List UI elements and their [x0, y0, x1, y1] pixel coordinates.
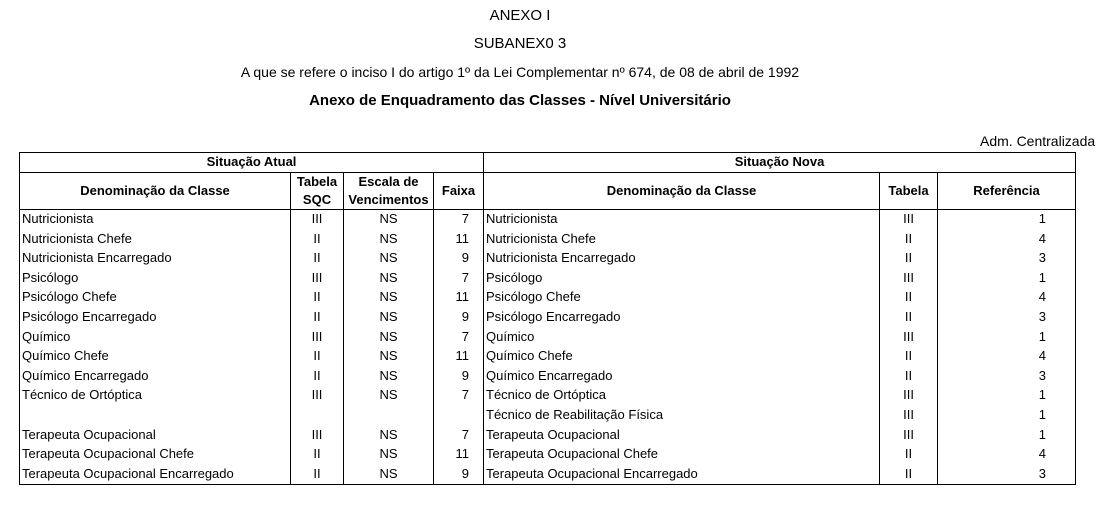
cell-referencia: 1	[938, 268, 1076, 288]
cell-classe: Psicólogo Chefe	[20, 288, 291, 308]
cell-escala: NS	[344, 308, 434, 328]
cell-tabela-sqc: II	[291, 249, 344, 269]
cell-referencia: 1	[938, 386, 1076, 406]
cell-referencia: 3	[938, 366, 1076, 386]
cell-faixa: 11	[434, 229, 484, 249]
table-row	[20, 386, 1076, 406]
cell-tabela-sqc: II	[291, 445, 344, 465]
cell-classe-nova: Técnico de Ortóptica	[484, 386, 880, 406]
col-header-referencia: Referência	[938, 172, 1076, 209]
cell-tabela-sqc: II	[291, 366, 344, 386]
subannex-title: SUBANEX0 3	[473, 35, 567, 52]
cell-classe-nova: Técnico de Reabilitação Física	[484, 406, 880, 426]
table-heading: Anexo de Enquadramento das Classes - Nível Universitário	[309, 92, 731, 109]
cell-escala: NS	[344, 249, 434, 269]
table-row	[20, 445, 1076, 465]
cell-tabela-sqc: II	[291, 288, 344, 308]
cell-tabela: II	[880, 366, 938, 386]
cell-faixa: 7	[434, 209, 484, 229]
cell-escala: NS	[344, 347, 434, 367]
cell-faixa: 9	[434, 366, 484, 386]
cell-faixa: 9	[434, 249, 484, 269]
cell-tabela-sqc	[291, 406, 344, 426]
cell-faixa: 7	[434, 425, 484, 445]
cell-classe: Psicólogo Encarregado	[20, 308, 291, 328]
table-row	[20, 464, 1076, 484]
cell-tabela: II	[880, 445, 938, 465]
cell-escala: NS	[344, 386, 434, 406]
cell-faixa: 7	[434, 386, 484, 406]
annex-title: ANEXO I	[489, 7, 551, 24]
table-row	[20, 229, 1076, 249]
cell-referencia: 1	[938, 327, 1076, 347]
cell-classe: Nutricionista Encarregado	[20, 249, 291, 269]
cell-classe: Químico	[20, 327, 291, 347]
col-header-tabela: Tabela	[880, 172, 938, 209]
cell-escala: NS	[344, 288, 434, 308]
classes-table	[19, 152, 1076, 485]
cell-tabela-sqc: III	[291, 425, 344, 445]
col-header-denominacao: Denominação da Classe	[20, 172, 291, 209]
cell-escala: NS	[344, 209, 434, 229]
cell-tabela: III	[880, 406, 938, 426]
cell-faixa: 11	[434, 445, 484, 465]
cell-escala: NS	[344, 268, 434, 288]
cell-classe-nova: Psicólogo	[484, 268, 880, 288]
cell-tabela: II	[880, 249, 938, 269]
cell-escala: NS	[344, 229, 434, 249]
group-header-atual: Situação Atual	[20, 153, 484, 173]
table-row	[20, 288, 1076, 308]
cell-tabela: II	[880, 464, 938, 484]
cell-escala: NS	[344, 366, 434, 386]
cell-referencia: 1	[938, 209, 1076, 229]
table-row	[20, 347, 1076, 367]
cell-referencia: 3	[938, 308, 1076, 328]
cell-referencia: 4	[938, 347, 1076, 367]
col-header-escala-line2: Vencimentos	[348, 191, 429, 207]
col-header-tabela-sqc	[291, 172, 344, 209]
cell-faixa: 7	[434, 268, 484, 288]
table-row	[20, 366, 1076, 386]
group-header-nova: Situação Nova	[484, 153, 1076, 173]
table-row	[20, 268, 1076, 288]
col-header-tabela-sqc-line1: Tabela	[296, 173, 338, 189]
cell-tabela-sqc: III	[291, 327, 344, 347]
cell-faixa: 11	[434, 288, 484, 308]
cell-tabela: III	[880, 327, 938, 347]
cell-classe-nova: Terapeuta Ocupacional Chefe	[484, 445, 880, 465]
cell-classe-nova: Psicólogo Encarregado	[484, 308, 880, 328]
cell-tabela: III	[880, 268, 938, 288]
cell-classe-nova: Terapeuta Ocupacional	[484, 425, 880, 445]
cell-tabela-sqc: III	[291, 209, 344, 229]
col-header-tabela-sqc-line2: SQC	[302, 191, 332, 207]
cell-tabela: II	[880, 347, 938, 367]
cell-classe-nova: Terapeuta Ocupacional Encarregado	[484, 464, 880, 484]
table-row	[20, 249, 1076, 269]
cell-referencia: 3	[938, 249, 1076, 269]
cell-classe: Técnico de Ortóptica	[20, 386, 291, 406]
col-header-denominacao-nova: Denominação da Classe	[484, 172, 880, 209]
table-row	[20, 308, 1076, 328]
cell-faixa: 9	[434, 464, 484, 484]
cell-escala: NS	[344, 464, 434, 484]
cell-tabela: III	[880, 209, 938, 229]
table-row	[20, 425, 1076, 445]
cell-classe-nova: Nutricionista Encarregado	[484, 249, 880, 269]
cell-classe-nova: Psicólogo Chefe	[484, 288, 880, 308]
cell-classe-nova: Nutricionista Chefe	[484, 229, 880, 249]
cell-faixa	[434, 406, 484, 426]
cell-tabela: II	[880, 229, 938, 249]
cell-tabela: III	[880, 386, 938, 406]
cell-referencia: 4	[938, 229, 1076, 249]
cell-referencia: 1	[938, 425, 1076, 445]
col-header-escala	[344, 172, 434, 209]
cell-escala: NS	[344, 327, 434, 347]
cell-classe-nova: Químico	[484, 327, 880, 347]
col-header-faixa: Faixa	[434, 172, 484, 209]
cell-tabela-sqc: II	[291, 464, 344, 484]
cell-referencia: 4	[938, 288, 1076, 308]
cell-classe-nova: Químico Chefe	[484, 347, 880, 367]
cell-escala	[344, 406, 434, 426]
cell-faixa: 11	[434, 347, 484, 367]
table-row	[20, 327, 1076, 347]
cell-tabela: II	[880, 288, 938, 308]
cell-classe	[20, 406, 291, 426]
law-reference: A que se refere o inciso I do artigo 1º da Lei Complementar nº 674, de 08 de abril de 1992	[240, 64, 800, 80]
cell-tabela: III	[880, 425, 938, 445]
cell-referencia: 3	[938, 464, 1076, 484]
cell-classe: Terapeuta Ocupacional Encarregado	[20, 464, 291, 484]
cell-tabela-sqc: II	[291, 229, 344, 249]
cell-classe-nova: Nutricionista	[484, 209, 880, 229]
cell-classe: Psicólogo	[20, 268, 291, 288]
cell-escala: NS	[344, 445, 434, 465]
cell-classe: Químico Encarregado	[20, 366, 291, 386]
cell-tabela-sqc: III	[291, 268, 344, 288]
cell-classe-nova: Químico Encarregado	[484, 366, 880, 386]
cell-classe: Nutricionista Chefe	[20, 229, 291, 249]
cell-escala: NS	[344, 425, 434, 445]
table-row	[20, 406, 1076, 426]
cell-referencia: 4	[938, 445, 1076, 465]
cell-referencia: 1	[938, 406, 1076, 426]
cell-classe: Terapeuta Ocupacional Chefe	[20, 445, 291, 465]
cell-classe: Terapeuta Ocupacional	[20, 425, 291, 445]
cell-tabela-sqc: II	[291, 308, 344, 328]
cell-tabela-sqc: II	[291, 347, 344, 367]
cell-classe: Químico Chefe	[20, 347, 291, 367]
adm-label: Adm. Centralizada	[980, 133, 1096, 149]
cell-tabela-sqc: III	[291, 386, 344, 406]
cell-faixa: 7	[434, 327, 484, 347]
cell-tabela: II	[880, 308, 938, 328]
cell-faixa: 9	[434, 308, 484, 328]
cell-classe: Nutricionista	[20, 209, 291, 229]
table-row	[20, 209, 1076, 229]
col-header-escala-line1: Escala de	[358, 173, 419, 189]
